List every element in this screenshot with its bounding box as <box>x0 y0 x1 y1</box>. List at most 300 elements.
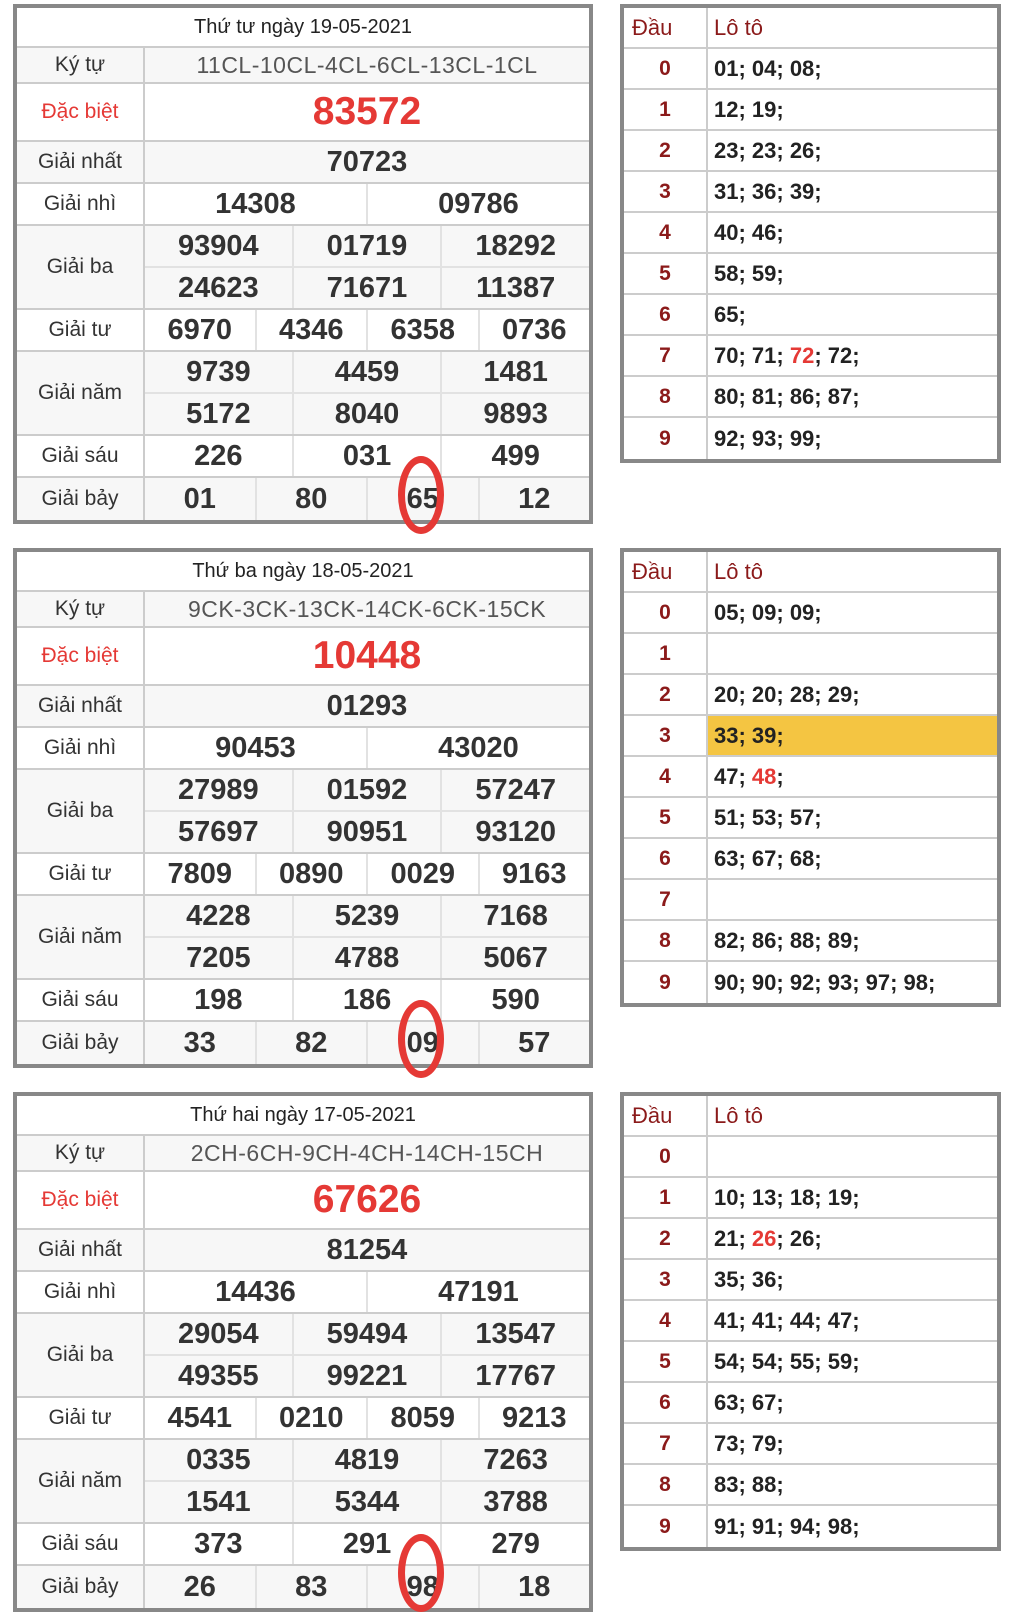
prize-label: Giải tư <box>17 310 145 350</box>
loto-row <box>624 213 997 254</box>
prize-number: 5344 <box>292 1482 441 1522</box>
prize-subrow <box>145 936 589 978</box>
draw-block <box>0 1092 1022 1624</box>
prize-number: 8040 <box>292 394 441 434</box>
prize-values <box>145 1230 589 1270</box>
prize-values <box>145 84 589 140</box>
loto-row <box>624 254 997 295</box>
loto-dau: 9 <box>624 962 708 1003</box>
loto-values <box>708 295 997 334</box>
prize-values <box>145 896 589 978</box>
loto-text: 70; 71; <box>714 342 790 368</box>
prize-number: 9CK-3CK-13CK-14CK-6CK-15CK <box>187 595 547 622</box>
prize-number: 82 <box>255 1022 367 1064</box>
prize-row-g7 <box>17 1566 589 1608</box>
prize-number: 10448 <box>312 634 422 677</box>
loto-row <box>624 880 997 921</box>
loto-text: 58; 59; <box>714 260 784 286</box>
prize-label: Giải bảy <box>17 1566 145 1608</box>
prize-subrow <box>145 310 589 350</box>
prize-label: Ký tự <box>17 592 145 626</box>
loto-row <box>624 172 997 213</box>
prize-number: 291 <box>292 1524 441 1564</box>
loto-row <box>624 675 997 716</box>
loto-row <box>624 798 997 839</box>
loto-dau: 2 <box>624 131 708 170</box>
prize-row-g2 <box>17 184 589 226</box>
loto-row <box>624 49 997 90</box>
loto-text: 54; 54; 55; 59; <box>714 1348 860 1374</box>
prize-subrow <box>145 980 589 1020</box>
prize-number: 6358 <box>366 310 478 350</box>
prize-number: 0890 <box>255 854 367 894</box>
prize-label: Giải tư <box>17 854 145 894</box>
loto-header-loto: Lô tô <box>714 14 763 40</box>
prize-number: 7205 <box>186 941 251 974</box>
loto-table <box>620 4 1001 463</box>
prize-number: 26 <box>183 1570 216 1603</box>
prize-subrow <box>145 1314 589 1354</box>
prize-values <box>145 226 589 308</box>
prize-number: 01293 <box>326 689 408 722</box>
prize-number: 24623 <box>178 271 259 304</box>
prize-number: 01 <box>183 482 216 515</box>
loto-text: 05; 09; 09; <box>714 599 822 625</box>
loto-row <box>624 921 997 962</box>
loto-text: 83; 88; <box>714 1471 784 1497</box>
loto-dau: 5 <box>624 1342 708 1381</box>
prize-number: 279 <box>440 1524 589 1564</box>
draw-date-title: Thứ hai ngày 17-05-2021 <box>17 1096 589 1136</box>
prize-row-g3 <box>17 1314 589 1398</box>
prize-row-g1 <box>17 1230 589 1272</box>
loto-dau: 9 <box>624 1506 708 1547</box>
prize-number: 81254 <box>326 1233 408 1266</box>
loto-table <box>620 548 1001 1007</box>
prize-values <box>145 770 589 852</box>
prize-number: 11387 <box>440 268 589 308</box>
prize-number: 1481 <box>440 352 589 392</box>
loto-row <box>624 131 997 172</box>
prize-number: 18 <box>478 1566 590 1608</box>
prize-number: 198 <box>194 983 243 1016</box>
loto-table <box>620 1092 1001 1551</box>
loto-text: 82; 86; 88; 89; <box>714 927 860 953</box>
prize-label: Giải nhất <box>17 1230 145 1270</box>
loto-text: 40; 46; <box>714 219 784 245</box>
prize-number: 4346 <box>255 310 367 350</box>
red-circle-annotation <box>398 1000 444 1078</box>
prize-row-g4 <box>17 310 589 352</box>
loto-dau: 6 <box>624 839 708 878</box>
loto-dau: 1 <box>624 1178 708 1217</box>
prize-subrow <box>145 266 589 308</box>
prize-values <box>145 310 589 350</box>
prize-subrow <box>145 854 589 894</box>
prize-values <box>145 1566 589 1608</box>
loto-row <box>624 757 997 798</box>
prize-row-g5 <box>17 352 589 436</box>
prize-number: 4819 <box>292 1440 441 1480</box>
loto-values <box>708 593 997 632</box>
loto-row <box>624 634 997 675</box>
loto-values <box>708 172 997 211</box>
loto-row <box>624 1424 997 1465</box>
prize-number: 80 <box>255 478 367 520</box>
prize-number: 9163 <box>478 854 590 894</box>
prize-number: 9213 <box>478 1398 590 1438</box>
prize-subrow <box>145 1272 589 1312</box>
loto-dau: 0 <box>624 1137 708 1176</box>
loto-dau: 8 <box>624 921 708 960</box>
prize-row-g5 <box>17 1440 589 1524</box>
loto-values <box>708 634 997 673</box>
loto-header-loto: Lô tô <box>714 558 763 584</box>
prize-subrow <box>145 1172 589 1228</box>
prize-subrow <box>145 1480 589 1522</box>
loto-values <box>708 377 997 416</box>
loto-values <box>708 254 997 293</box>
loto-text: 33; 39; <box>714 722 784 748</box>
loto-dau: 4 <box>624 213 708 252</box>
prize-number: 98 <box>366 1566 478 1608</box>
loto-dau: 8 <box>624 1465 708 1504</box>
prize-number: 01719 <box>292 226 441 266</box>
prize-subrow <box>145 896 589 936</box>
prize-number: 57 <box>478 1022 590 1064</box>
loto-text: 47; <box>714 763 752 789</box>
prize-values <box>145 686 589 726</box>
loto-values <box>708 1465 997 1504</box>
loto-text: 73; 79; <box>714 1430 784 1456</box>
loto-text: 51; 53; 57; <box>714 804 822 830</box>
prize-subrow <box>145 1566 589 1608</box>
prize-values <box>145 980 589 1020</box>
prize-subrow <box>145 436 589 476</box>
prize-values <box>145 478 589 520</box>
loto-dau: 2 <box>624 675 708 714</box>
loto-values <box>708 1219 997 1258</box>
prize-number: 373 <box>194 1527 243 1560</box>
prize-row-db <box>17 628 589 686</box>
loto-row <box>624 593 997 634</box>
loto-text: 63; 67; <box>714 1389 784 1415</box>
prize-number: 0335 <box>186 1443 251 1476</box>
loto-values <box>708 675 997 714</box>
prize-number: 5172 <box>186 397 251 430</box>
loto-row <box>624 1342 997 1383</box>
loto-header-dau: Đầu <box>624 8 708 47</box>
prize-number: 71671 <box>292 268 441 308</box>
prize-number: 57247 <box>440 770 589 810</box>
red-circle-annotation <box>398 456 444 534</box>
prize-values <box>145 352 589 434</box>
loto-values <box>708 962 997 1003</box>
loto-text: ; <box>776 763 784 789</box>
prize-number: 99221 <box>292 1356 441 1396</box>
prize-subrow <box>145 1354 589 1396</box>
prize-number: 7263 <box>440 1440 589 1480</box>
prize-number: 12 <box>478 478 590 520</box>
prize-subrow <box>145 592 589 626</box>
loto-dau: 2 <box>624 1219 708 1258</box>
prize-row-kytu <box>17 1136 589 1172</box>
loto-text: 92; 93; 99; <box>714 425 822 451</box>
prize-number: 17767 <box>440 1356 589 1396</box>
prize-number: 14308 <box>215 187 296 220</box>
loto-values <box>708 716 997 755</box>
prize-number: 09786 <box>366 184 589 224</box>
prize-subrow <box>145 1230 589 1270</box>
prize-values <box>145 1398 589 1438</box>
prize-label: Giải sáu <box>17 436 145 476</box>
loto-header-dau: Đầu <box>624 1096 708 1135</box>
prize-values <box>145 1524 589 1564</box>
prize-row-kytu <box>17 592 589 628</box>
loto-dau: 3 <box>624 1260 708 1299</box>
loto-header-dau: Đầu <box>624 552 708 591</box>
loto-text: ; 72; <box>814 342 860 368</box>
prize-values <box>145 1272 589 1312</box>
prize-number: 9739 <box>186 355 251 388</box>
prize-label: Ký tự <box>17 1136 145 1170</box>
prize-row-g3 <box>17 226 589 310</box>
loto-text: 35; 36; <box>714 1266 784 1292</box>
prize-number: 01592 <box>292 770 441 810</box>
prize-number: 65 <box>366 478 478 520</box>
prize-values <box>145 1022 589 1064</box>
prize-row-db <box>17 1172 589 1230</box>
loto-values <box>708 1342 997 1381</box>
prize-label: Giải năm <box>17 1440 145 1522</box>
prize-number: 499 <box>440 436 589 476</box>
prize-subrow <box>145 1440 589 1480</box>
prize-number: 590 <box>440 980 589 1020</box>
loto-values <box>708 90 997 129</box>
prize-number: 83 <box>255 1566 367 1608</box>
loto-row <box>624 1465 997 1506</box>
prize-row-g4 <box>17 1398 589 1440</box>
loto-row <box>624 716 997 757</box>
loto-text: 21; <box>714 1225 752 1251</box>
prize-number: 0029 <box>366 854 478 894</box>
prize-label: Đặc biệt <box>17 1172 145 1228</box>
loto-text: 65; <box>714 301 746 327</box>
prize-number: 5239 <box>292 896 441 936</box>
loto-dau: 7 <box>624 336 708 375</box>
prize-label: Giải ba <box>17 226 145 308</box>
loto-values <box>708 798 997 837</box>
prize-number: 18292 <box>440 226 589 266</box>
prize-values <box>145 728 589 768</box>
prize-values <box>145 142 589 182</box>
prize-values <box>145 592 589 626</box>
prize-number: 13547 <box>440 1314 589 1354</box>
loto-header <box>624 1096 997 1137</box>
draw-block <box>0 548 1022 1080</box>
prize-subrow <box>145 628 589 684</box>
prize-label: Giải nhì <box>17 1272 145 1312</box>
prize-values <box>145 628 589 684</box>
prize-number: 67626 <box>312 1178 422 1221</box>
loto-dau: 9 <box>624 418 708 459</box>
prize-subrow <box>145 226 589 266</box>
prize-number: 4228 <box>186 899 251 932</box>
prize-subrow <box>145 84 589 140</box>
loto-dau: 5 <box>624 798 708 837</box>
loto-values <box>708 336 997 375</box>
prize-label: Giải nhất <box>17 686 145 726</box>
loto-dau: 3 <box>624 716 708 755</box>
loto-row <box>624 1506 997 1547</box>
prize-label: Giải bảy <box>17 1022 145 1064</box>
prize-row-g2 <box>17 728 589 770</box>
prize-number: 93904 <box>178 229 259 262</box>
loto-row <box>624 336 997 377</box>
prize-subrow <box>145 478 589 520</box>
prize-row-kytu <box>17 48 589 84</box>
prize-number: 4459 <box>292 352 441 392</box>
prize-label: Ký tự <box>17 48 145 82</box>
loto-header <box>624 552 997 593</box>
prize-number: 09 <box>366 1022 478 1064</box>
prize-row-g7 <box>17 1022 589 1064</box>
loto-header <box>624 8 997 49</box>
loto-row <box>624 1137 997 1178</box>
prize-row-g1 <box>17 142 589 184</box>
prize-number: 4541 <box>167 1401 232 1434</box>
prize-label: Giải nhì <box>17 184 145 224</box>
prize-number: 90951 <box>292 812 441 852</box>
loto-row <box>624 962 997 1003</box>
loto-text: 20; 20; 28; 29; <box>714 681 860 707</box>
prize-values <box>145 854 589 894</box>
prize-number: 226 <box>194 439 243 472</box>
prize-subrow <box>145 142 589 182</box>
loto-values <box>708 418 997 459</box>
loto-dau: 6 <box>624 1383 708 1422</box>
loto-dau: 0 <box>624 49 708 88</box>
prize-subrow <box>145 810 589 852</box>
loto-values <box>708 131 997 170</box>
prize-number: 0736 <box>478 310 590 350</box>
prize-subrow <box>145 392 589 434</box>
prize-values <box>145 48 589 82</box>
prize-number: 4788 <box>292 938 441 978</box>
draw-date-title: Thứ tư ngày 19-05-2021 <box>17 8 589 48</box>
loto-values <box>708 757 997 796</box>
loto-row <box>624 295 997 336</box>
prize-values <box>145 436 589 476</box>
prize-subrow <box>145 352 589 392</box>
prize-row-g5 <box>17 896 589 980</box>
loto-dau: 6 <box>624 295 708 334</box>
prize-subrow <box>145 686 589 726</box>
prize-number: 33 <box>183 1026 216 1059</box>
prize-number: 43020 <box>366 728 589 768</box>
loto-row <box>624 377 997 418</box>
loto-dau: 4 <box>624 757 708 796</box>
prize-number: 031 <box>292 436 441 476</box>
loto-text: ; 26; <box>776 1225 822 1251</box>
prize-row-g1 <box>17 686 589 728</box>
loto-values <box>708 1178 997 1217</box>
loto-values <box>708 49 997 88</box>
red-circle-annotation <box>398 1534 444 1612</box>
results-table <box>13 1092 593 1612</box>
prize-row-g6 <box>17 980 589 1022</box>
prize-number: 2CH-6CH-9CH-4CH-14CH-15CH <box>190 1139 544 1166</box>
prize-label: Giải năm <box>17 352 145 434</box>
loto-dau: 1 <box>624 90 708 129</box>
prize-label: Giải sáu <box>17 1524 145 1564</box>
prize-row-g6 <box>17 1524 589 1566</box>
loto-values <box>708 1260 997 1299</box>
prize-subrow <box>145 48 589 82</box>
loto-row <box>624 418 997 459</box>
prize-values <box>145 184 589 224</box>
prize-label: Đặc biệt <box>17 84 145 140</box>
loto-dau: 1 <box>624 634 708 673</box>
loto-text: 23; 23; 26; <box>714 137 822 163</box>
prize-number: 49355 <box>178 1359 259 1392</box>
loto-text: 01; 04; 08; <box>714 55 822 81</box>
loto-highlight-number: 26 <box>751 1225 777 1251</box>
results-table <box>13 4 593 524</box>
prize-number: 29054 <box>178 1317 259 1350</box>
prize-number: 14436 <box>215 1275 296 1308</box>
loto-row <box>624 1301 997 1342</box>
loto-highlight-number: 48 <box>751 763 777 789</box>
loto-dau: 0 <box>624 593 708 632</box>
loto-values <box>708 213 997 252</box>
loto-values <box>708 1506 997 1547</box>
prize-number: 0210 <box>255 1398 367 1438</box>
prize-label: Giải tư <box>17 1398 145 1438</box>
prize-row-g6 <box>17 436 589 478</box>
loto-text: 80; 81; 86; 87; <box>714 383 860 409</box>
loto-dau: 7 <box>624 880 708 919</box>
prize-label: Giải ba <box>17 770 145 852</box>
prize-number: 3788 <box>440 1482 589 1522</box>
prize-number: 59494 <box>292 1314 441 1354</box>
prize-label: Giải bảy <box>17 478 145 520</box>
prize-number: 186 <box>292 980 441 1020</box>
prize-number: 11CL-10CL-4CL-6CL-13CL-1CL <box>196 51 538 78</box>
prize-subrow <box>145 728 589 768</box>
prize-label: Giải nhất <box>17 142 145 182</box>
prize-number: 27989 <box>178 773 259 806</box>
loto-row <box>624 839 997 880</box>
draw-block <box>0 4 1022 536</box>
loto-text: 90; 90; 92; 93; 97; 98; <box>714 969 936 995</box>
prize-number: 7168 <box>440 896 589 936</box>
loto-values <box>708 880 997 919</box>
loto-text: 41; 41; 44; 47; <box>714 1307 860 1333</box>
loto-values <box>708 1301 997 1340</box>
loto-text: 31; 36; 39; <box>714 178 822 204</box>
prize-label: Giải ba <box>17 1314 145 1396</box>
prize-number: 5067 <box>440 938 589 978</box>
prize-subrow <box>145 184 589 224</box>
prize-number: 6970 <box>167 313 232 346</box>
loto-dau: 5 <box>624 254 708 293</box>
prize-row-db <box>17 84 589 142</box>
loto-text: 91; 91; 94; 98; <box>714 1513 860 1539</box>
loto-values <box>708 1424 997 1463</box>
loto-values <box>708 1383 997 1422</box>
prize-values <box>145 1314 589 1396</box>
